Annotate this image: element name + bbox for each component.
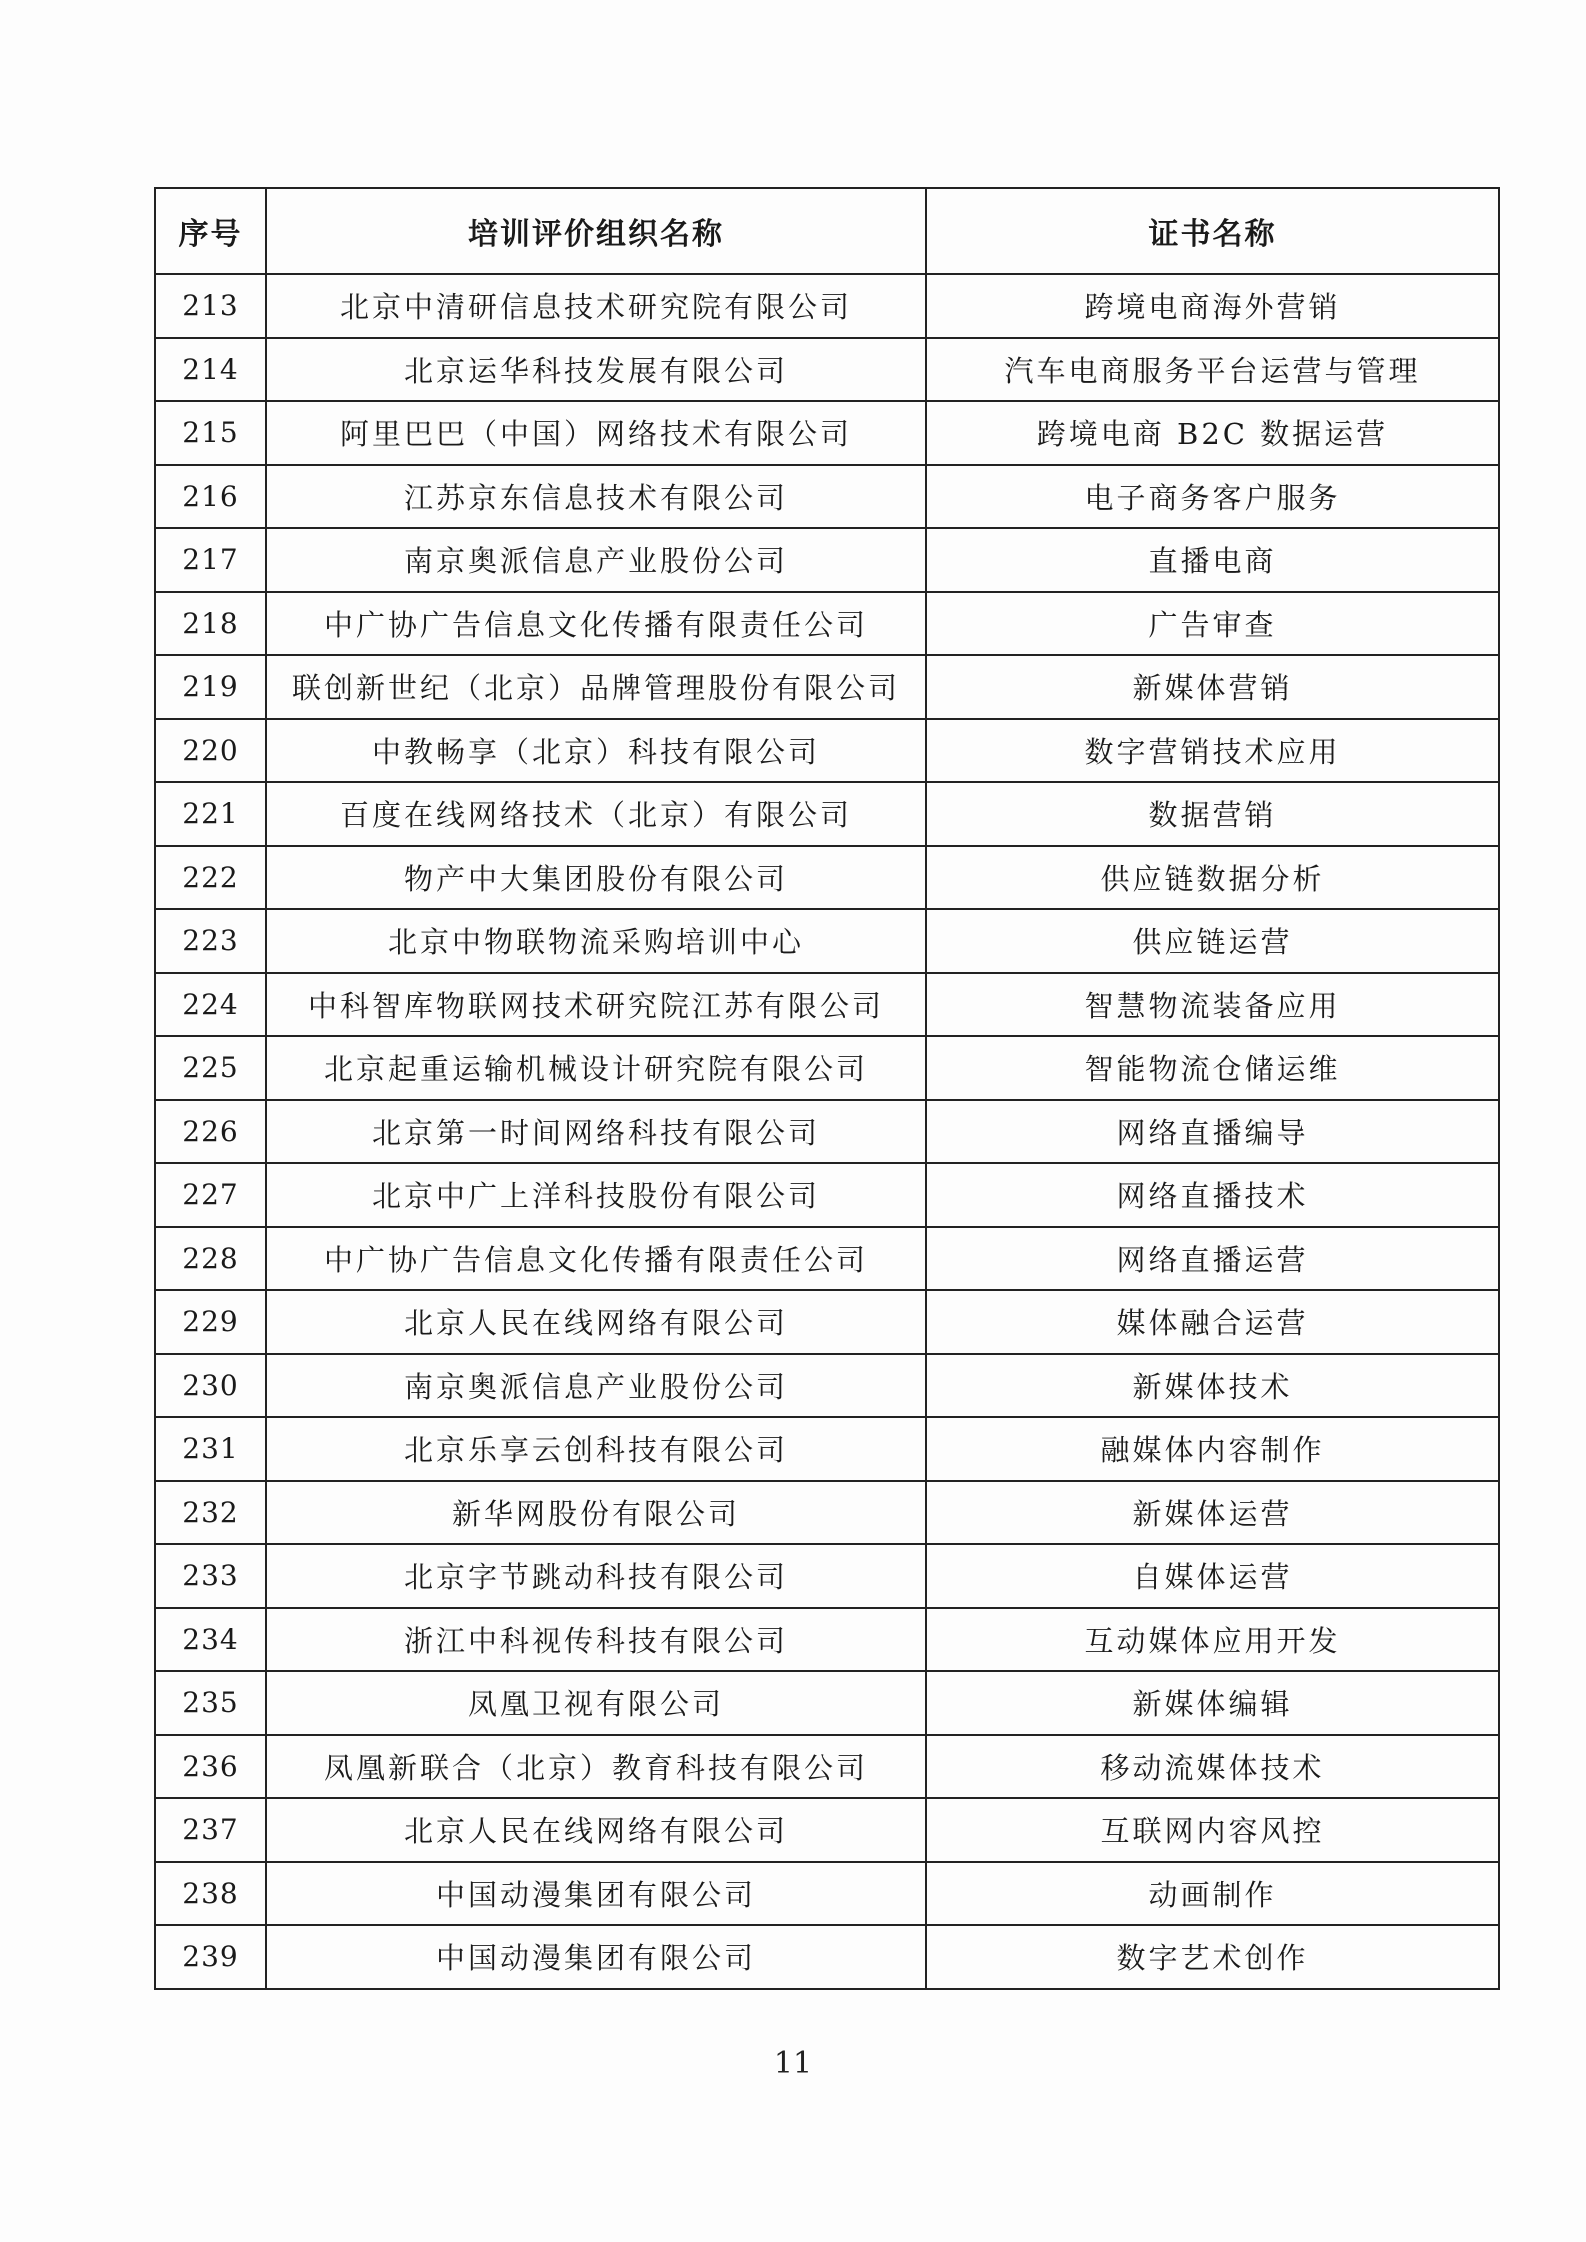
certificate-name-cell: 广告审查 xyxy=(926,592,1499,656)
serial-number-cell: 216 xyxy=(155,465,266,529)
certificate-name-cell: 直播电商 xyxy=(926,528,1499,592)
organization-name-cell: 联创新世纪（北京）品牌管理股份有限公司 xyxy=(266,655,926,719)
certificate-name-cell: 动画制作 xyxy=(926,1862,1499,1926)
serial-number-cell: 231 xyxy=(155,1417,266,1481)
organization-name-cell: 物产中大集团股份有限公司 xyxy=(266,846,926,910)
certificate-name-cell: 互联网内容风控 xyxy=(926,1798,1499,1862)
certificate-name-cell: 互动媒体应用开发 xyxy=(926,1608,1499,1672)
table-row xyxy=(155,782,1499,846)
organization-name-cell: 北京中广上洋科技股份有限公司 xyxy=(266,1163,926,1227)
certificate-name-cell: 移动流媒体技术 xyxy=(926,1735,1499,1799)
certificate-name-cell: 跨境电商 B2C 数据运营 xyxy=(926,401,1499,465)
table-row xyxy=(155,1798,1499,1862)
certificate-name-cell: 数字艺术创作 xyxy=(926,1925,1499,1989)
table-row xyxy=(155,274,1499,338)
serial-number-cell: 218 xyxy=(155,592,266,656)
serial-number-cell: 220 xyxy=(155,719,266,783)
certificate-name-cell: 媒体融合运营 xyxy=(926,1290,1499,1354)
header-serial-number: 序号 xyxy=(155,188,266,274)
table-row xyxy=(155,1036,1499,1100)
table-row xyxy=(155,1862,1499,1926)
certificate-name-cell: 新媒体营销 xyxy=(926,655,1499,719)
organization-name-cell: 百度在线网络技术（北京）有限公司 xyxy=(266,782,926,846)
page-number: 11 xyxy=(773,2046,813,2081)
table-row xyxy=(155,719,1499,783)
serial-number-cell: 221 xyxy=(155,782,266,846)
serial-number-cell: 225 xyxy=(155,1036,266,1100)
certificate-name-cell: 自媒体运营 xyxy=(926,1544,1499,1608)
certificate-name-cell: 网络直播运营 xyxy=(926,1227,1499,1291)
serial-number-cell: 236 xyxy=(155,1735,266,1799)
organization-name-cell: 中广协广告信息文化传播有限责任公司 xyxy=(266,592,926,656)
table-row xyxy=(155,1925,1499,1989)
certificate-name-cell: 跨境电商海外营销 xyxy=(926,274,1499,338)
organization-name-cell: 北京中物联物流采购培训中心 xyxy=(266,909,926,973)
table-row xyxy=(155,1417,1499,1481)
table-row xyxy=(155,1735,1499,1799)
organization-name-cell: 北京人民在线网络有限公司 xyxy=(266,1290,926,1354)
organization-name-cell: 凤凰新联合（北京）教育科技有限公司 xyxy=(266,1735,926,1799)
table-row xyxy=(155,1354,1499,1418)
table-row xyxy=(155,909,1499,973)
serial-number-cell: 232 xyxy=(155,1481,266,1545)
certificate-name-cell: 新媒体编辑 xyxy=(926,1671,1499,1735)
organization-name-cell: 中国动漫集团有限公司 xyxy=(266,1925,926,1989)
certificate-name-cell: 融媒体内容制作 xyxy=(926,1417,1499,1481)
table-row xyxy=(155,1544,1499,1608)
table-row xyxy=(155,1671,1499,1735)
serial-number-cell: 229 xyxy=(155,1290,266,1354)
organization-name-cell: 北京乐享云创科技有限公司 xyxy=(266,1417,926,1481)
organization-name-cell: 北京起重运输机械设计研究院有限公司 xyxy=(266,1036,926,1100)
table-row xyxy=(155,1608,1499,1672)
table-row xyxy=(155,401,1499,465)
table-row xyxy=(155,465,1499,529)
certificate-name-cell: 新媒体技术 xyxy=(926,1354,1499,1418)
organization-name-cell: 阿里巴巴（中国）网络技术有限公司 xyxy=(266,401,926,465)
serial-number-cell: 239 xyxy=(155,1925,266,1989)
organization-name-cell: 新华网股份有限公司 xyxy=(266,1481,926,1545)
serial-number-cell: 219 xyxy=(155,655,266,719)
table-row xyxy=(155,846,1499,910)
certificate-name-cell: 新媒体运营 xyxy=(926,1481,1499,1545)
table-row xyxy=(155,1290,1499,1354)
organization-name-cell: 中国动漫集团有限公司 xyxy=(266,1862,926,1926)
serial-number-cell: 227 xyxy=(155,1163,266,1227)
organization-name-cell: 中科智库物联网技术研究院江苏有限公司 xyxy=(266,973,926,1037)
table-header-row xyxy=(155,188,1499,274)
serial-number-cell: 237 xyxy=(155,1798,266,1862)
serial-number-cell: 222 xyxy=(155,846,266,910)
certificate-table xyxy=(154,187,1500,1990)
certificate-name-cell: 数据营销 xyxy=(926,782,1499,846)
table-row xyxy=(155,1227,1499,1291)
serial-number-cell: 223 xyxy=(155,909,266,973)
certificate-name-cell: 供应链运营 xyxy=(926,909,1499,973)
table-row xyxy=(155,655,1499,719)
organization-name-cell: 南京奥派信息产业股份公司 xyxy=(266,528,926,592)
serial-number-cell: 235 xyxy=(155,1671,266,1735)
serial-number-cell: 228 xyxy=(155,1227,266,1291)
organization-name-cell: 中教畅享（北京）科技有限公司 xyxy=(266,719,926,783)
serial-number-cell: 238 xyxy=(155,1862,266,1926)
serial-number-cell: 226 xyxy=(155,1100,266,1164)
serial-number-cell: 217 xyxy=(155,528,266,592)
header-certificate-name: 证书名称 xyxy=(926,188,1499,274)
organization-name-cell: 北京运华科技发展有限公司 xyxy=(266,338,926,402)
organization-name-cell: 凤凰卫视有限公司 xyxy=(266,1671,926,1735)
table-row xyxy=(155,1163,1499,1227)
table-row xyxy=(155,973,1499,1037)
certificate-name-cell: 供应链数据分析 xyxy=(926,846,1499,910)
organization-name-cell: 北京人民在线网络有限公司 xyxy=(266,1798,926,1862)
certificate-name-cell: 数字营销技术应用 xyxy=(926,719,1499,783)
table-row xyxy=(155,338,1499,402)
serial-number-cell: 230 xyxy=(155,1354,266,1418)
serial-number-cell: 234 xyxy=(155,1608,266,1672)
organization-name-cell: 北京字节跳动科技有限公司 xyxy=(266,1544,926,1608)
organization-name-cell: 中广协广告信息文化传播有限责任公司 xyxy=(266,1227,926,1291)
certificate-name-cell: 电子商务客户服务 xyxy=(926,465,1499,529)
table-body xyxy=(155,274,1499,1989)
serial-number-cell: 233 xyxy=(155,1544,266,1608)
certificate-name-cell: 网络直播编导 xyxy=(926,1100,1499,1164)
certificate-name-cell: 网络直播技术 xyxy=(926,1163,1499,1227)
serial-number-cell: 224 xyxy=(155,973,266,1037)
organization-name-cell: 江苏京东信息技术有限公司 xyxy=(266,465,926,529)
serial-number-cell: 213 xyxy=(155,274,266,338)
certificate-name-cell: 汽车电商服务平台运营与管理 xyxy=(926,338,1499,402)
serial-number-cell: 214 xyxy=(155,338,266,402)
table-row xyxy=(155,1100,1499,1164)
organization-name-cell: 北京中清研信息技术研究院有限公司 xyxy=(266,274,926,338)
organization-name-cell: 南京奥派信息产业股份公司 xyxy=(266,1354,926,1418)
table-row xyxy=(155,1481,1499,1545)
organization-name-cell: 北京第一时间网络科技有限公司 xyxy=(266,1100,926,1164)
header-organization-name: 培训评价组织名称 xyxy=(266,188,926,274)
serial-number-cell: 215 xyxy=(155,401,266,465)
table-row xyxy=(155,528,1499,592)
organization-name-cell: 浙江中科视传科技有限公司 xyxy=(266,1608,926,1672)
table-row xyxy=(155,592,1499,656)
certificate-name-cell: 智能物流仓储运维 xyxy=(926,1036,1499,1100)
certificate-name-cell: 智慧物流装备应用 xyxy=(926,973,1499,1037)
